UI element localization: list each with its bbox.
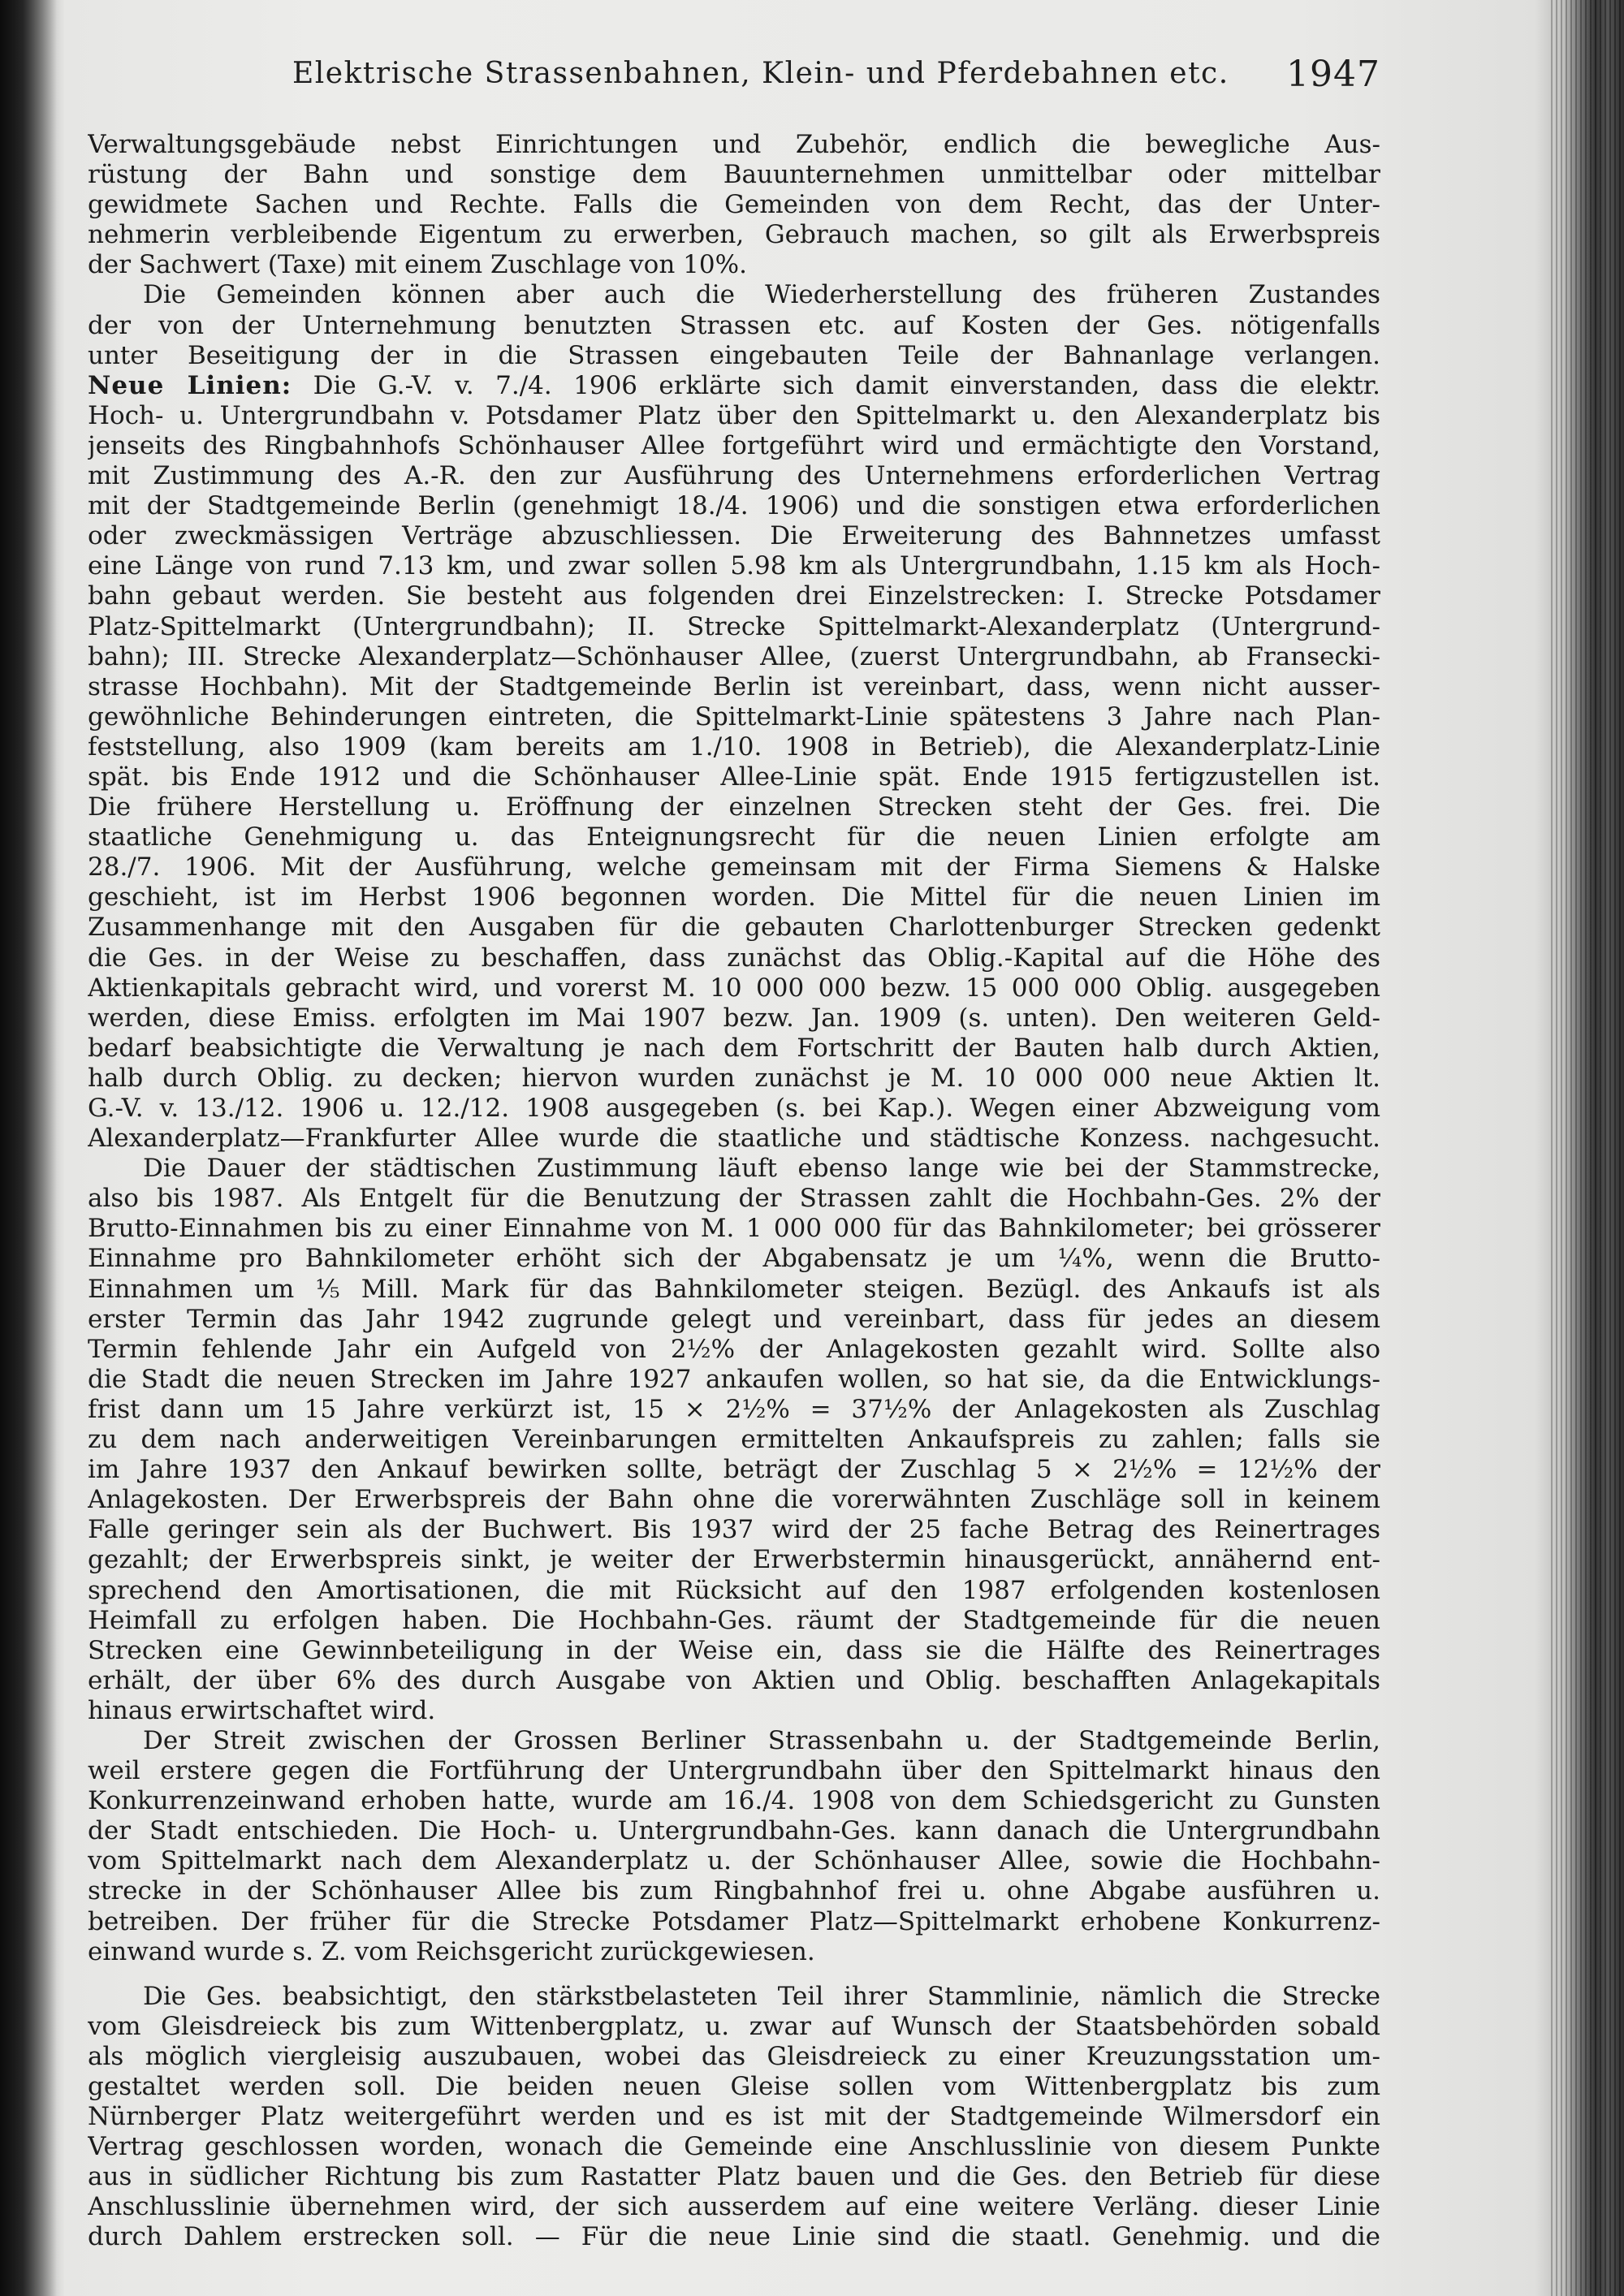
text-line: im Jahre 1937 den Ankauf bewirken sollte, beträgt der Zuschlag 5 × 2½% = 12½% der — [88, 1455, 1380, 1485]
page-header — [146, 54, 1380, 99]
text-line: eine Länge von rund 7.13 km, und zwar sollen 5.98 km als Untergrundbahn, 1.15 km als Hoch- — [88, 551, 1380, 581]
text-line: erhält, der über 6% des durch Ausgabe von Aktien und Oblig. beschafften Anlagekapitals — [88, 1665, 1380, 1695]
paragraph-property-transfer — [88, 130, 1380, 280]
text-line: Platz-Spittelmarkt (Untergrundbahn); II. Strecke Spittelmarkt-Alexanderplatz (Untergrund- — [88, 611, 1380, 641]
text-line: frist dann um 15 Jahre verkürzt ist, 15 × 2½% = 37½% der Anlagekosten als Zuschlag — [88, 1394, 1380, 1424]
text-line: nehmerin verbleibende Eigentum zu erwerben, Gebrauch machen, so gilt als Erwerbspreis — [88, 220, 1380, 250]
text-line: spät. bis Ende 1912 und die Schönhauser Allee-Linie spät. Ende 1915 fertigzustellen ist. — [88, 762, 1380, 792]
text-line: Die frühere Herstellung u. Eröffnung der einzelnen Strecken steht der Ges. frei. Die — [88, 792, 1380, 822]
text-line: feststellung, also 1909 (kam bereits am 1./10. 1908 in Betrieb), die Alexanderplatz-Linie — [88, 732, 1380, 762]
text-line: hinaus erwirtschaftet wird. — [88, 1695, 436, 1725]
text-line: gewidmete Sachen und Rechte. Falls die Gemeinden von dem Recht, das der Unter- — [88, 190, 1380, 220]
text-line: Termin fehlende Jahr ein Aufgeld von 2½% der Anlagekosten gezahlt wird. Sollte also — [88, 1334, 1380, 1364]
book-spine-edge — [1551, 0, 1624, 2296]
text-line: Aktienkapitals gebracht wird, und vorerst M. 10 000 000 bezw. 15 000 000 Oblig. ausgegeben — [88, 973, 1380, 1003]
text-line: Die Gemeinden können aber auch die Wiederherstellung des früheren Zustandes — [143, 280, 1380, 310]
text-line: durch Dahlem erstrecken soll. — Für die neue Linie sind die staatl. Genehmig. und die — [88, 2222, 1380, 2252]
text-line: Der Streit zwischen der Grossen Berliner Strassenbahn u. der Stadtgemeinde Berlin, — [143, 1725, 1380, 1755]
text-line: G.-V. v. 13./12. 1906 u. 12./12. 1908 ausgegeben (s. bei Kap.). Wegen einer Abzweigung vom — [88, 1094, 1380, 1123]
text-line: die Stadt die neuen Strecken im Jahre 1927 ankaufen wollen, so hat sie, da die Entwicklungs- — [88, 1364, 1380, 1394]
running-title: Elektrische Strassenbahnen, Klein- und Pferdebahnen etc. — [292, 57, 1229, 90]
text-line: unter Beseitigung der in die Strassen eingebauten Teile der Bahnanlage verlangen. — [88, 340, 1380, 370]
text-line: strecke in der Schönhauser Allee bis zum Ringbahnhof frei u. ohne Abgabe ausführen u. — [88, 1876, 1380, 1906]
text-line: gestaltet werden soll. Die beiden neuen Gleise sollen vom Wittenbergplatz bis zum — [88, 2072, 1380, 2101]
text-line: erster Termin das Jahr 1942 zugrunde gelegt und vereinbart, dass für jedes an diesem — [88, 1304, 1380, 1334]
paragraph-restoration — [88, 280, 1380, 370]
text-line: jenseits des Ringbahnhofs Schönhauser Allee fortgeführt wird und ermächtigte den Vorstand, — [88, 430, 1380, 460]
text-line: zu dem nach anderweitigen Vereinbarungen ermittelten Ankaufspreis zu zahlen; falls sie — [88, 1425, 1380, 1455]
text-line: Vertrag geschlossen worden, wonach die Gemeinde eine Anschlusslinie von diesem Punkte — [88, 2132, 1380, 2162]
text-line: bahn gebaut werden. Sie besteht aus folgenden drei Einzelstrecken: I. Strecke Potsdamer — [88, 581, 1380, 611]
paragraph-new-lines — [88, 371, 1380, 1154]
text-line: Einnahmen um ⅕ Mill. Mark für das Bahnkilometer steigen. Bezügl. des Ankaufs ist als — [88, 1274, 1380, 1304]
text-line: halb durch Oblig. zu decken; hiervon wurden zunächst je M. 10 000 000 neue Aktien lt. — [88, 1063, 1380, 1093]
text-line: strasse Hochbahn). Mit der Stadtgemeinde Berlin ist vereinbart, dass, wenn nicht ausser- — [88, 671, 1380, 701]
text-line: Alexanderplatz—Frankfurter Allee wurde die staatliche und städtische Konzess. nachgesucht. — [88, 1124, 1380, 1154]
text-line: vom Gleisdreieck bis zum Wittenbergplatz, u. zwar auf Wunsch der Staatsbehörden sobald — [88, 2011, 1380, 2041]
text-line: staatliche Genehmigung u. das Enteignungsrecht für die neuen Linien erfolgte am — [88, 822, 1380, 852]
text-line: der von der Unternehmung benutzten Strassen etc. auf Kosten der Ges. nötigenfalls — [88, 310, 1380, 340]
text-line: mit Zustimmung des A.-R. den zur Ausführung des Unternehmens erforderlichen Vertrag — [88, 461, 1380, 491]
text-line — [88, 371, 1380, 401]
text-line: sprechend den Amortisationen, die mit Rücksicht auf den 1987 erfolgenden kostenlosen — [88, 1575, 1380, 1605]
text-line: Strecken eine Gewinnbeteiligung in der Weise ein, dass sie die Hälfte des Reinertrages — [88, 1635, 1380, 1665]
text-line: vom Spittelmarkt nach dem Alexanderplatz u. der Schönhauser Allee, sowie die Hochbahn- — [88, 1846, 1380, 1876]
text-line: der Stadt entschieden. Die Hoch- u. Untergrundbahn-Ges. kann danach die Untergrundbahn — [88, 1816, 1380, 1846]
text-line: Anschlusslinie übernehmen wird, der sich ausserdem auf eine weitere Verläng. dieser Linie — [88, 2192, 1380, 2222]
text-line: die Ges. in der Weise zu beschaffen, dass zunächst das Oblig.-Kapital auf die Höhe des — [88, 943, 1380, 973]
paragraph-concession-terms — [88, 1154, 1380, 1726]
paragraph-expansion — [88, 1982, 1380, 2253]
paragraph-spacer — [88, 1967, 1380, 1982]
text-line: gewöhnliche Behinderungen eintreten, die Spittelmarkt-Linie spätestens 3 Jahre nach Plan- — [88, 701, 1380, 732]
text-line: mit der Stadtgemeinde Berlin (genehmigt 18./4. 1906) und die sonstigen etwa erforderlichen — [88, 491, 1380, 521]
text-line: Zusammenhange mit den Ausgaben für die gebauten Charlottenburger Strecken gedenkt — [88, 913, 1380, 943]
text-line: bedarf beabsichtigte die Verwaltung je nach dem Fortschritt der Bauten halb durch Aktien, — [88, 1033, 1380, 1063]
text-line: Konkurrenzeinwand erhoben hatte, wurde am 16./4. 1908 von dem Schiedsgericht zu Gunsten — [88, 1786, 1380, 1816]
text-line: betreiben. Der früher für die Strecke Potsdamer Platz—Spittelmarkt erhobene Konkurrenz- — [88, 1906, 1380, 1936]
text-line: weil erstere gegen die Fortführung der Untergrundbahn über den Spittelmarkt hinaus den — [88, 1756, 1380, 1786]
text-line: einwand wurde s. Z. vom Reichsgericht zurückgewiesen. — [88, 1936, 815, 1966]
section-run-in-heading: Neue Linien: — [88, 370, 292, 400]
text-line: Hoch- u. Untergrundbahn v. Potsdamer Platz über den Spittelmarkt u. den Alexanderplatz bis — [88, 400, 1380, 430]
text-line: der Sachwert (Taxe) mit einem Zuschlage von 10%. — [88, 250, 747, 280]
text-line: bahn); III. Strecke Alexanderplatz—Schönhauser Allee, (zuerst Untergrundbahn, ab Fransecki- — [88, 641, 1380, 671]
text-line: Falle geringer sein als der Buchwert. Bis 1937 wird der 25 fache Betrag des Reinertrages — [88, 1515, 1380, 1545]
page-number: 1947 — [1286, 54, 1380, 95]
text-line: aus in südlicher Richtung bis zum Rastatter Platz bauen und die Ges. den Betrieb für diese — [88, 2162, 1380, 2192]
text-line: rüstung der Bahn und sonstige dem Bauunternehmen unmittelbar oder mittelbar — [88, 160, 1380, 190]
text-line: Die Ges. beabsichtigt, den stärkstbelasteten Teil ihrer Stammlinie, nämlich die Strecke — [143, 1981, 1380, 2011]
page-gutter-shadow — [0, 0, 65, 2296]
text-line-rest: Die G.-V. v. 7./4. 1906 erklärte sich damit einverstanden, dass die elektr. — [313, 370, 1380, 400]
text-line: gezahlt; der Erwerbspreis sinkt, je weiter der Erwerbstermin hinausgerückt, annähernd ent- — [88, 1545, 1380, 1575]
text-line: oder zweckmässigen Verträge abzuschliessen. Die Erweiterung des Bahnnetzes umfasst — [88, 521, 1380, 551]
text-line: Einnahme pro Bahnkilometer erhöht sich der Abgabensatz je um ¼%, wenn die Brutto- — [88, 1244, 1380, 1274]
text-line: als möglich viergleisig auszubauen, wobei das Gleisdreieck zu einer Kreuzungsstation um- — [88, 2041, 1380, 2071]
body-text — [88, 130, 1380, 2257]
text-line: also bis 1987. Als Entgelt für die Benutzung der Strassen zahlt die Hochbahn-Ges. 2% der — [88, 1184, 1380, 1214]
text-line: Verwaltungsgebäude nebst Einrichtungen und Zubehör, endlich die bewegliche Aus- — [88, 130, 1380, 159]
text-line: werden, diese Emiss. erfolgten im Mai 1907 bezw. Jan. 1909 (s. unten). Den weiteren Geld- — [88, 1003, 1380, 1033]
text-line: Nürnberger Platz weitergeführt werden und es ist mit der Stadtgemeinde Wilmersdorf ein — [88, 2102, 1380, 2132]
paragraph-dispute — [88, 1726, 1380, 1967]
text-line: geschieht, ist im Herbst 1906 begonnen worden. Die Mittel für die neuen Linien im — [88, 883, 1380, 913]
text-line: Brutto-Einnahmen bis zu einer Einnahme von M. 1 000 000 für das Bahnkilometer; bei grösserer — [88, 1214, 1380, 1244]
text-line: 28./7. 1906. Mit der Ausführung, welche gemeinsam mit der Firma Siemens & Halske — [88, 852, 1380, 883]
text-line: Die Dauer der städtischen Zustimmung läuft ebenso lange wie bei der Stammstrecke, — [143, 1154, 1380, 1184]
text-line: Anlagekosten. Der Erwerbspreis der Bahn ohne die vorerwähnten Zuschläge soll in keinem — [88, 1485, 1380, 1515]
text-line: Heimfall zu erfolgen haben. Die Hochbahn-Ges. räumt der Stadtgemeinde für die neuen — [88, 1605, 1380, 1635]
